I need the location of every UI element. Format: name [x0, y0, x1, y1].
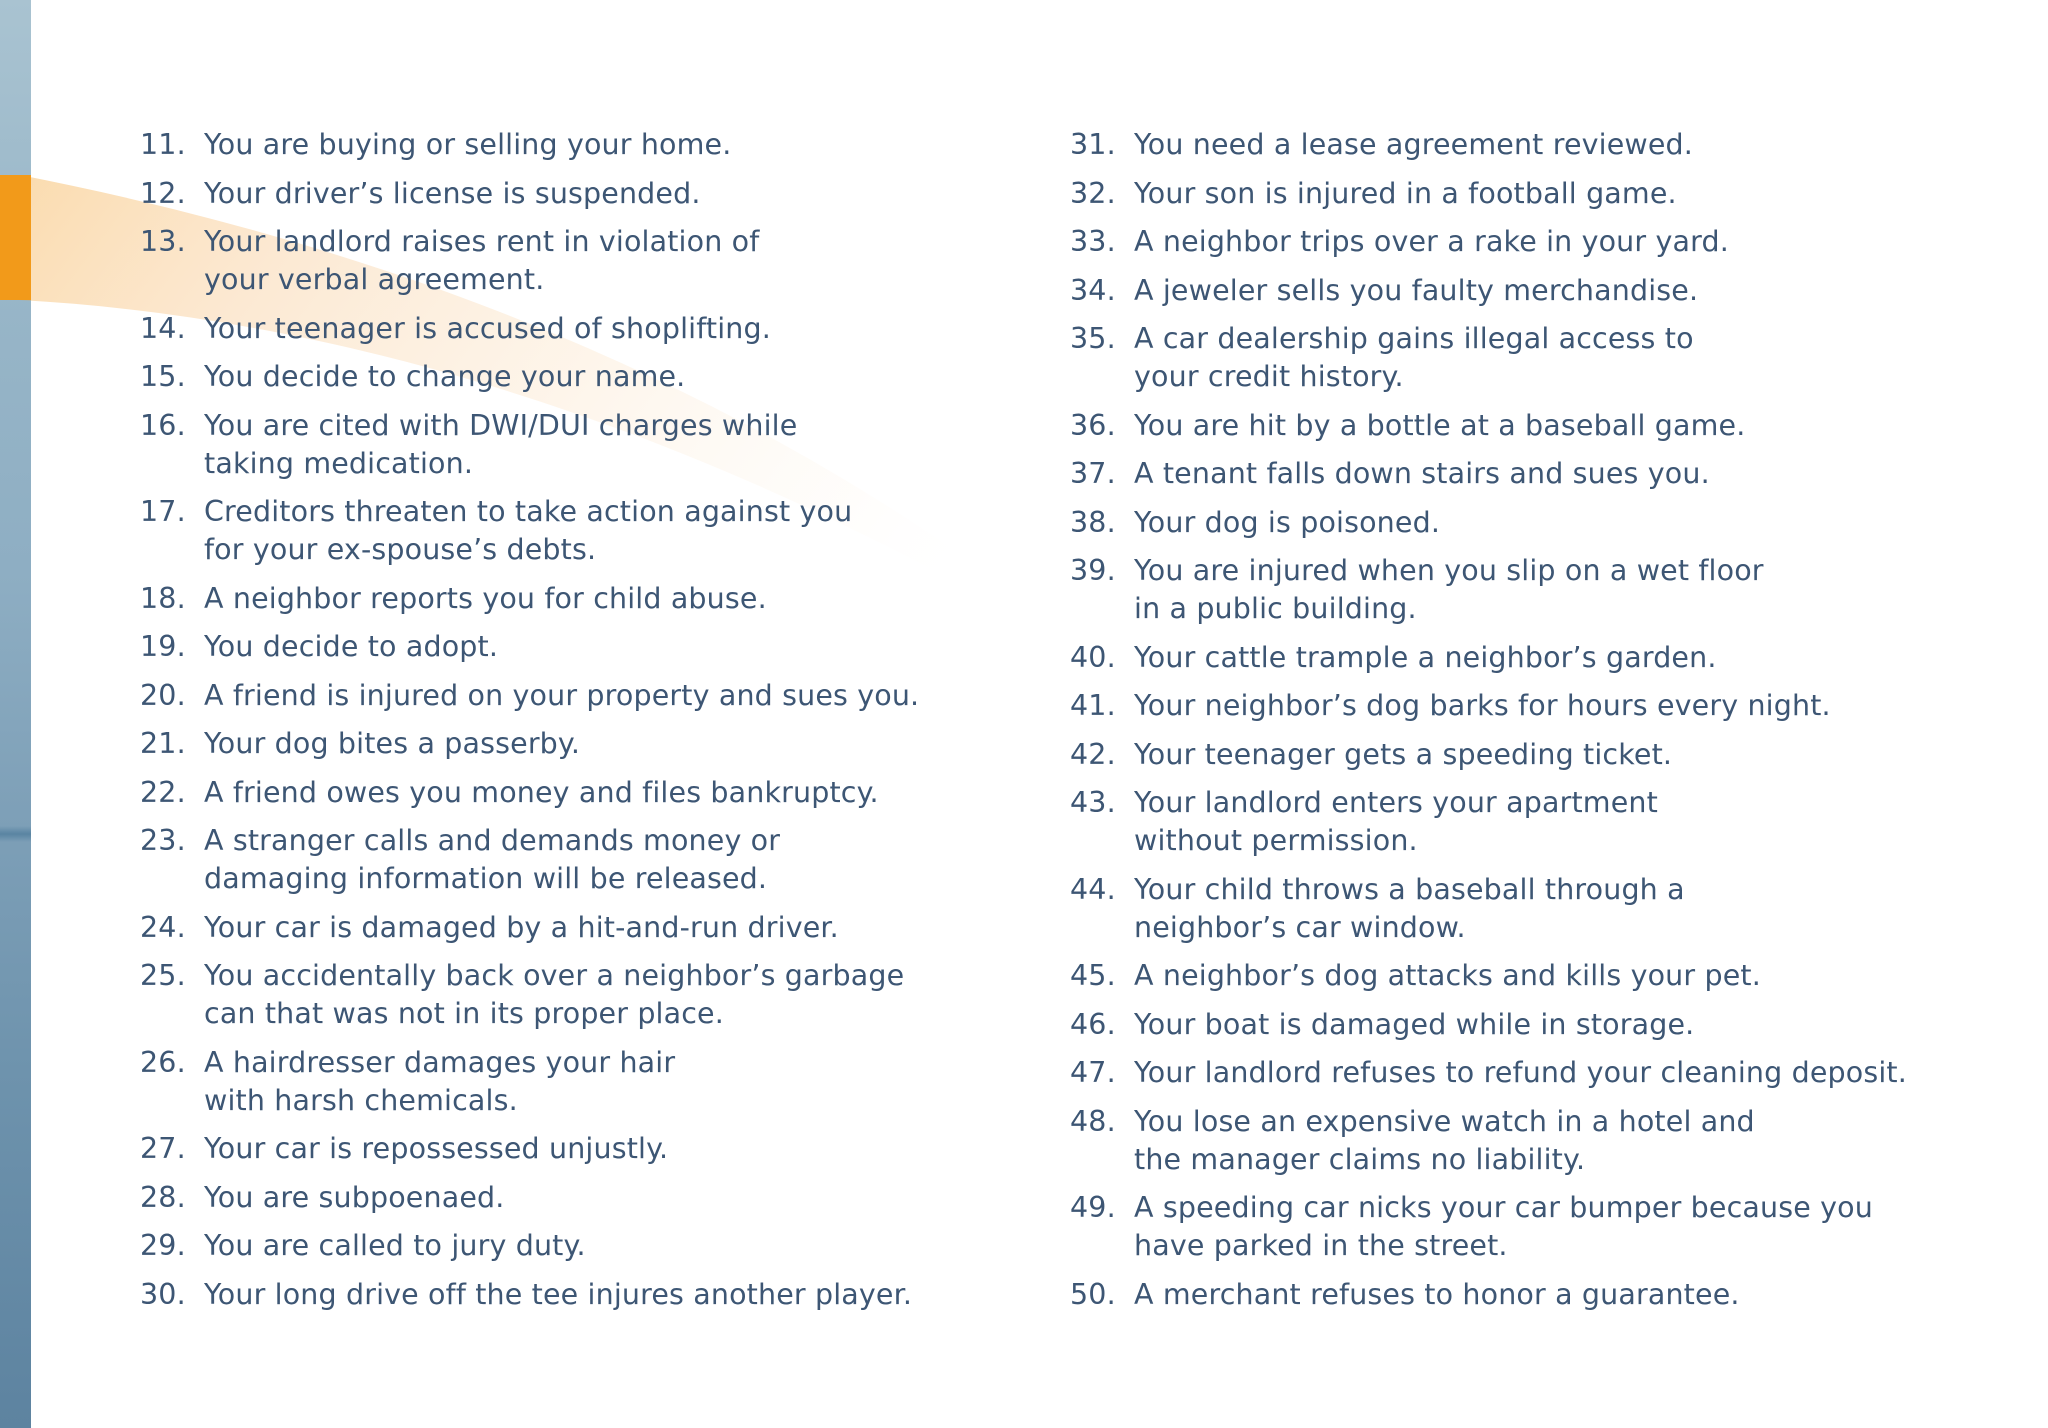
item-number: 45. [1070, 959, 1116, 992]
item-text: You are called to jury duty. [204, 1229, 586, 1262]
item-number: 30. [140, 1277, 186, 1311]
item-number: 31. [1070, 128, 1116, 161]
list-item [1070, 1189, 1970, 1265]
list-item [140, 1179, 980, 1217]
list-item [140, 957, 980, 1033]
list-item [1070, 455, 1970, 493]
list-item [140, 1044, 980, 1120]
item-text: A jeweler sells you faulty merchandise. [1134, 273, 1699, 307]
item-number: 35. [1070, 322, 1116, 355]
item-number: 50. [1070, 1277, 1116, 1311]
list-item [140, 677, 980, 715]
list-item [140, 223, 980, 299]
item-text: Your teenager is accused of shoplifting. [204, 311, 771, 345]
item-number: 46. [1070, 1007, 1116, 1041]
item-number: 43. [1070, 786, 1116, 819]
item-text: You need a lease agreement reviewed. [1134, 128, 1693, 161]
item-text: A car dealership gains illegal access to your credit history. [1134, 322, 1694, 393]
item-text: Your neighbor’s dog barks for hours every night. [1134, 689, 1831, 722]
item-number: 24. [140, 910, 186, 944]
item-number: 23. [140, 824, 186, 857]
list-item [140, 175, 980, 213]
item-number: 38. [1070, 505, 1116, 539]
item-text: Your landlord enters your apartment without permission. [1134, 786, 1658, 857]
item-number: 16. [140, 408, 186, 442]
item-text: A speeding car nicks your car bumper because you have parked in the street. [1134, 1191, 1873, 1262]
item-number: 26. [140, 1045, 186, 1079]
item-number: 33. [1070, 225, 1116, 258]
item-text: You are cited with DWI/DUI charges while taking medication. [204, 408, 798, 480]
list-item [140, 358, 980, 396]
situations-list-right [1070, 126, 1970, 1324]
list-item [1070, 223, 1970, 261]
item-number: 37. [1070, 457, 1116, 490]
list-item [140, 310, 980, 348]
list-item [1070, 272, 1970, 310]
list-item [140, 1276, 980, 1314]
item-text: A merchant refuses to honor a guarantee. [1134, 1277, 1740, 1311]
list-item [1070, 784, 1970, 860]
list-item [140, 580, 980, 618]
situations-list-left [140, 126, 980, 1324]
list-item [1070, 175, 1970, 213]
item-text: A hairdresser damages your hair with harsh chemicals. [204, 1045, 676, 1117]
item-number: 27. [140, 1132, 186, 1165]
item-text: Your landlord refuses to refund your cleaning deposit. [1134, 1056, 1907, 1089]
item-number: 47. [1070, 1056, 1116, 1089]
item-number: 32. [1070, 176, 1116, 210]
list-item [140, 822, 980, 898]
item-text: Your driver’s license is suspended. [204, 176, 701, 210]
list-item [140, 774, 980, 812]
item-number: 28. [140, 1180, 186, 1214]
item-number: 21. [140, 727, 186, 760]
item-text: Your son is injured in a football game. [1134, 176, 1677, 210]
list-item [140, 628, 980, 666]
item-number: 34. [1070, 273, 1116, 307]
item-text: A stranger calls and demands money or damaging information will be released. [204, 824, 781, 895]
item-text: Your car is damaged by a hit-and-run driver. [204, 910, 839, 944]
item-text: A tenant falls down stairs and sues you. [1134, 457, 1710, 490]
item-text: Your child throws a baseball through a neighbor’s car window. [1134, 872, 1685, 944]
item-text: You are buying or selling your home. [204, 128, 732, 161]
item-text: A friend owes you money and files bankruptcy. [204, 775, 879, 809]
list-item [140, 1227, 980, 1265]
item-number: 11. [140, 128, 186, 161]
item-text: Your dog is poisoned. [1134, 505, 1441, 539]
item-number: 22. [140, 775, 186, 809]
side-strip-accent [0, 175, 31, 300]
list-item [1070, 639, 1970, 677]
item-text: Your teenager gets a speeding ticket. [1134, 737, 1673, 771]
item-number: 13. [140, 225, 186, 258]
list-item [1070, 320, 1970, 396]
item-text: Your car is repossessed unjustly. [204, 1132, 669, 1165]
item-number: 29. [140, 1229, 186, 1262]
list-item [1070, 1276, 1970, 1314]
item-text: You decide to change your name. [204, 360, 686, 393]
item-number: 42. [1070, 737, 1116, 771]
item-number: 49. [1070, 1191, 1116, 1224]
list-item [1070, 957, 1970, 995]
list-item [1070, 687, 1970, 725]
list-item [1070, 1006, 1970, 1044]
list-item [140, 493, 980, 569]
list-item [140, 725, 980, 763]
list-item [1070, 1054, 1970, 1092]
item-text: You are subpoenaed. [204, 1180, 505, 1214]
item-text: A neighbor’s dog attacks and kills your pet. [1134, 959, 1761, 992]
list-item [1070, 1103, 1970, 1179]
item-text: Your long drive off the tee injures another player. [204, 1277, 913, 1311]
item-text: Your boat is damaged while in storage. [1134, 1007, 1695, 1041]
item-text: Creditors threaten to take action against you for your ex-spouse’s debts. [204, 495, 853, 566]
item-number: 12. [140, 176, 186, 210]
item-number: 20. [140, 678, 186, 712]
item-text: Your cattle trample a neighbor’s garden. [1134, 640, 1717, 674]
item-text: Your dog bites a passerby. [204, 727, 581, 760]
item-number: 15. [140, 360, 186, 393]
item-number: 41. [1070, 689, 1116, 722]
item-number: 17. [140, 495, 186, 528]
item-number: 25. [140, 959, 186, 992]
item-number: 14. [140, 311, 186, 345]
list-item [140, 407, 980, 483]
list-item [140, 126, 980, 164]
item-text: A neighbor reports you for child abuse. [204, 581, 767, 615]
list-item [1070, 126, 1970, 164]
list-item [140, 1130, 980, 1168]
item-text: A friend is injured on your property and sues you. [204, 678, 920, 712]
item-text: You lose an expensive watch in a hotel and the manager claims no liability. [1134, 1104, 1755, 1176]
list-item [1070, 552, 1970, 628]
list-item [1070, 504, 1970, 542]
list-item [1070, 871, 1970, 947]
item-text: You are hit by a bottle at a baseball game. [1134, 408, 1746, 442]
item-number: 40. [1070, 640, 1116, 674]
list-item [1070, 407, 1970, 445]
list-item [140, 909, 980, 947]
item-text: You are injured when you slip on a wet floor in a public building. [1134, 554, 1764, 625]
item-text: A neighbor trips over a rake in your yard. [1134, 225, 1729, 258]
item-number: 18. [140, 581, 186, 615]
list-item [1070, 736, 1970, 774]
item-text: Your landlord raises rent in violation of your verbal agreement. [204, 225, 760, 296]
item-number: 48. [1070, 1104, 1116, 1138]
item-number: 39. [1070, 554, 1116, 587]
item-number: 44. [1070, 872, 1116, 906]
item-number: 19. [140, 630, 186, 663]
item-text: You decide to adopt. [204, 630, 499, 663]
item-number: 36. [1070, 408, 1116, 442]
item-text: You accidentally back over a neighbor’s garbage can that was not in its proper place. [204, 959, 905, 1030]
